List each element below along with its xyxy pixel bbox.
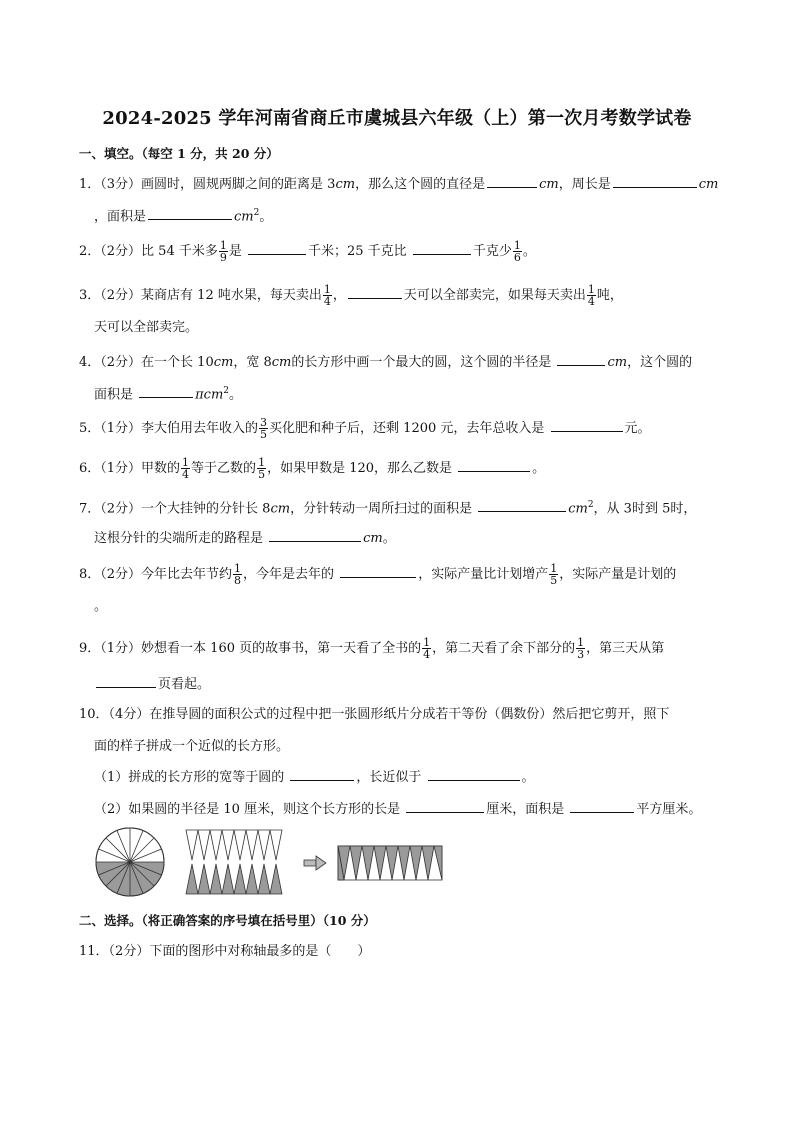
fraction: $\frac{3}{5}$ <box>260 416 268 441</box>
answer-blank[interactable] <box>340 563 416 578</box>
question-2: 2．（2分）比 54 千米多 $\frac{1}{9}$ 是 千米；25 千克比 千克少 $\frac{1}{6}$ 。 <box>79 239 536 264</box>
approximate-rectangle-figure <box>338 846 442 880</box>
answer-blank[interactable] <box>458 457 530 472</box>
answer-blank[interactable] <box>248 240 306 255</box>
question-8-cont: 。 <box>94 599 108 614</box>
arrow-icon <box>304 856 326 870</box>
answer-blank[interactable] <box>290 766 354 781</box>
fraction: $\frac{1}{4}$ <box>323 283 331 308</box>
question-10: 10．（4分）在推导圆的面积公式的过程中把一张圆形纸片分成若干等份（偶数份）然后把它剪开，照下 <box>79 707 670 722</box>
question-4-cont: 面积是 πcm$^2$。 <box>94 381 242 405</box>
fraction: $\frac{1}{4}$ <box>423 636 431 661</box>
fraction: $\frac{1}{8}$ <box>234 562 242 587</box>
fraction: $\frac{1}{9}$ <box>219 239 227 264</box>
question-9-cont: 页看起。 <box>94 673 210 695</box>
fraction: $\frac{1}{4}$ <box>182 456 190 481</box>
question-3: 3．（2分）某商店有 12 吨水果，每天卖出 $\frac{1}{4}$ ， 天可以全部卖完，如果每天卖出 $\frac{1}{4}$ 吨， <box>79 283 623 308</box>
question-9: 9．（1分）妙想看一本 160 页的故事书，第一天看了全书的 $\frac{1}{4}$ ，第二天看了余下部分的 $\frac{1}{3}$ ，第三天从第 <box>79 636 665 661</box>
question-5: 5．（1分）李大伯用去年收入的 $\frac{3}{5}$ 买化肥和种子后，还剩 1200 元，去年总收入是 元。 <box>79 416 651 441</box>
answer-blank[interactable] <box>148 205 232 220</box>
fraction: $\frac{1}{3}$ <box>577 636 585 661</box>
fraction: $\frac{1}{5}$ <box>550 562 558 587</box>
divided-circle-figure <box>96 828 164 896</box>
answer-blank[interactable] <box>557 351 605 366</box>
section-fill-in: 一、填空。（每空 1 分，共 20 分） <box>79 146 279 161</box>
question-1: 1．（3分）画圆时，圆规两脚之间的距离是 3cm，那么这个圆的直径是 cm，周长是 cm <box>79 173 718 195</box>
answer-blank[interactable] <box>413 240 471 255</box>
fraction: $\frac{1}{5}$ <box>258 456 266 481</box>
fraction: $\frac{1}{6}$ <box>513 239 521 264</box>
question-3-cont: 天可以全部卖完。 <box>94 320 199 335</box>
separated-sectors-figure <box>186 830 282 894</box>
fraction: $\frac{1}{4}$ <box>587 283 595 308</box>
question-6: 6．（1分）甲数的 $\frac{1}{4}$ 等于乙数的 $\frac{1}{5}$ ，如果甲数是 120，那么乙数是 。 <box>79 456 546 481</box>
answer-blank[interactable] <box>428 766 520 781</box>
answer-blank[interactable] <box>406 798 484 813</box>
answer-blank[interactable] <box>487 173 537 188</box>
question-7-cont: 这根分针的尖端所走的路程是 cm。 <box>94 527 396 549</box>
question-8: 8．（2分）今年比去年节约 $\frac{1}{8}$ ，今年是去年的 ，实际产量比计划增产 $\frac{1}{5}$ ，实际产量是计划的 <box>79 562 677 587</box>
section-multiple-choice: 二、选择。（将正确答案的序号填在括号里）（10 分） <box>79 913 376 928</box>
question-10-cont: 面的样子拼成一个近似的长方形。 <box>94 739 290 754</box>
page-title: 2024-2025 学年河南省商丘市虞城县六年级（上）第一次月考数学试卷 <box>102 108 692 129</box>
circle-to-rectangle-figure <box>94 826 454 898</box>
answer-blank[interactable] <box>478 497 566 512</box>
answer-blank[interactable] <box>139 383 193 398</box>
answer-blank[interactable] <box>269 527 361 542</box>
question-10-part-1: （1）拼成的长方形的宽等于圆的 ，长近似于 。 <box>94 766 535 788</box>
answer-blank[interactable] <box>570 798 634 813</box>
answer-blank[interactable] <box>348 284 402 299</box>
question-4: 4．（2分）在一个长 10cm，宽 8cm的长方形中画一个最大的圆，这个圆的半径是 cm，这个圆的 <box>79 351 692 373</box>
question-7: 7．（2分）一个大挂钟的分针长 8cm，分针转动一周所扫过的面积是 $cm^2$，从 3时到 5时， <box>79 495 696 519</box>
question-1-cont: ，面积是 $cm^2$。 <box>94 203 272 227</box>
answer-blank[interactable] <box>96 673 156 688</box>
answer-blank[interactable] <box>551 417 623 432</box>
question-10-part-2: （2）如果圆的半径是 10 厘米，则这个长方形的长是 厘米，面积是 平方厘米。 <box>94 798 701 820</box>
answer-blank[interactable] <box>613 173 697 188</box>
question-11: 11．（2分）下面的图形中对称轴最多的是（ ） <box>79 944 371 959</box>
